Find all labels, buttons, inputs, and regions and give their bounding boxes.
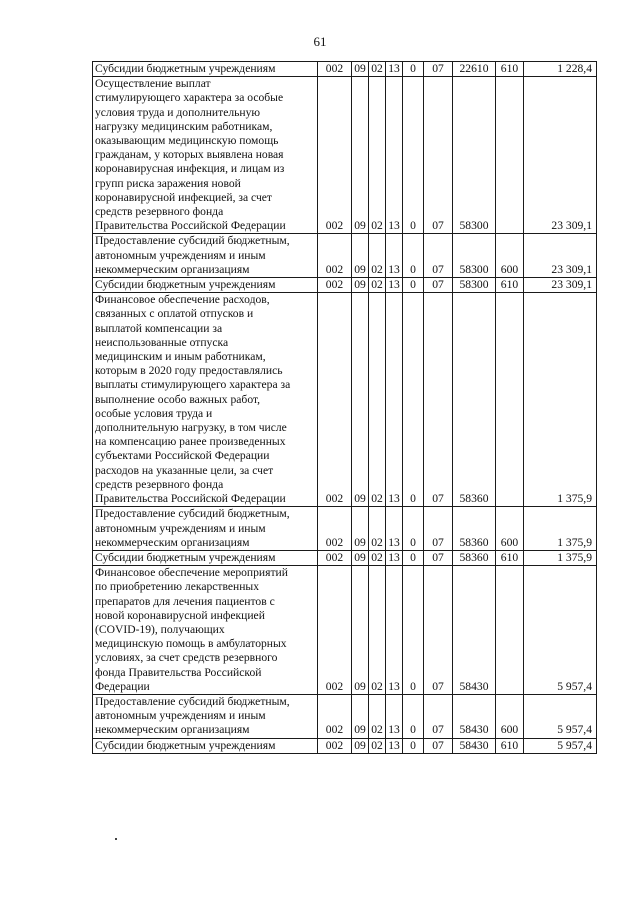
- table-row: [93, 694, 597, 738]
- row-name: Финансовое обеспечение мероприятий по приобретению лекарственных препаратов для лечения пациентов с новой коронавирусной инфекцией (COVID-19), получающих медицинскую помощь в амбулаторных условиях, за счет средств резервного фонда Правительства Российской Федерации: [93, 566, 318, 695]
- row-main-event-code: 07: [424, 293, 453, 507]
- row-section-code: 09: [352, 550, 369, 565]
- row-name: Предоставление субсидий бюджетным, автономным учреждениям и иным некоммерческим организациям: [93, 234, 318, 278]
- row-amount: 5 957,4: [524, 694, 597, 738]
- row-subsection-code: 02: [369, 77, 386, 234]
- row-main-event-code: 07: [424, 77, 453, 234]
- row-main-event-code: 07: [424, 738, 453, 753]
- row-direction-code: 58430: [453, 738, 496, 753]
- row-main-event-code: 07: [424, 566, 453, 695]
- row-program-code: 13: [386, 278, 403, 293]
- row-section-code: 09: [352, 278, 369, 293]
- row-expense-type-code: 610: [496, 550, 524, 565]
- row-main-event-code: 07: [424, 62, 453, 77]
- row-name: Предоставление субсидий бюджетным, автономным учреждениям и иным некоммерческим организациям: [93, 507, 318, 551]
- row-subsection-code: 02: [369, 278, 386, 293]
- row-subprogram-code: 0: [403, 694, 424, 738]
- row-direction-code: 58360: [453, 293, 496, 507]
- table-row: [93, 234, 597, 278]
- row-direction-code: 58300: [453, 278, 496, 293]
- row-direction-code: 58360: [453, 550, 496, 565]
- row-subprogram-code: 0: [403, 293, 424, 507]
- row-ministry-code: 002: [318, 77, 352, 234]
- row-program-code: 13: [386, 62, 403, 77]
- table-row: [93, 77, 597, 234]
- row-amount: 5 957,4: [524, 566, 597, 695]
- row-ministry-code: 002: [318, 293, 352, 507]
- row-subprogram-code: 0: [403, 234, 424, 278]
- row-subprogram-code: 0: [403, 62, 424, 77]
- row-subsection-code: 02: [369, 234, 386, 278]
- row-expense-type-code: 600: [496, 234, 524, 278]
- row-amount: 23 309,1: [524, 278, 597, 293]
- row-expense-type-code: 610: [496, 738, 524, 753]
- row-subsection-code: 02: [369, 738, 386, 753]
- page-number: 61: [313, 34, 327, 49]
- row-name: Субсидии бюджетным учреждениям: [93, 62, 318, 77]
- row-section-code: 09: [352, 507, 369, 551]
- row-program-code: 13: [386, 77, 403, 234]
- table-row: [93, 550, 597, 565]
- row-expense-type-code: 610: [496, 62, 524, 77]
- row-subsection-code: 02: [369, 566, 386, 695]
- row-direction-code: 58430: [453, 566, 496, 695]
- row-subsection-code: 02: [369, 550, 386, 565]
- row-name: Субсидии бюджетным учреждениям: [93, 738, 318, 753]
- row-expense-type-code: [496, 566, 524, 695]
- table-row: [93, 566, 597, 695]
- table-body: [93, 62, 597, 754]
- row-direction-code: 58300: [453, 77, 496, 234]
- row-expense-type-code: 600: [496, 694, 524, 738]
- row-section-code: 09: [352, 293, 369, 507]
- row-program-code: 13: [386, 293, 403, 507]
- row-amount: 23 309,1: [524, 77, 597, 234]
- row-subprogram-code: 0: [403, 566, 424, 695]
- row-subprogram-code: 0: [403, 738, 424, 753]
- row-direction-code: 22610: [453, 62, 496, 77]
- row-program-code: 13: [386, 234, 403, 278]
- row-program-code: 13: [386, 694, 403, 738]
- row-section-code: 09: [352, 77, 369, 234]
- row-subsection-code: 02: [369, 507, 386, 551]
- row-subprogram-code: 0: [403, 550, 424, 565]
- row-name: Осуществление выплат стимулирующего характера за особые условия труда и дополнительную нагрузку медицинским работникам, оказывающим медицинскую помощь гражданам, у которых выявлена новая коронавирусная инфекция, и лицам из групп риска заражения новой коронавирусной инфекцией, за счет средств резервного фонда Правительства Российской Федерации: [93, 77, 318, 234]
- row-subprogram-code: 0: [403, 77, 424, 234]
- row-amount: 1 375,9: [524, 550, 597, 565]
- row-section-code: 09: [352, 738, 369, 753]
- row-expense-type-code: [496, 77, 524, 234]
- row-expense-type-code: 600: [496, 507, 524, 551]
- row-ministry-code: 002: [318, 550, 352, 565]
- row-program-code: 13: [386, 550, 403, 565]
- table-row: [93, 738, 597, 753]
- row-ministry-code: 002: [318, 694, 352, 738]
- table-row: [93, 507, 597, 551]
- scan-artifact: [115, 838, 117, 840]
- row-direction-code: 58430: [453, 694, 496, 738]
- row-expense-type-code: [496, 293, 524, 507]
- row-subsection-code: 02: [369, 293, 386, 507]
- row-ministry-code: 002: [318, 507, 352, 551]
- row-ministry-code: 002: [318, 566, 352, 695]
- row-subsection-code: 02: [369, 694, 386, 738]
- row-amount: 1 375,9: [524, 293, 597, 507]
- row-section-code: 09: [352, 234, 369, 278]
- row-section-code: 09: [352, 62, 369, 77]
- row-expense-type-code: 610: [496, 278, 524, 293]
- row-amount: 1 375,9: [524, 507, 597, 551]
- row-main-event-code: 07: [424, 507, 453, 551]
- row-section-code: 09: [352, 566, 369, 695]
- row-main-event-code: 07: [424, 694, 453, 738]
- row-direction-code: 58300: [453, 234, 496, 278]
- row-ministry-code: 002: [318, 234, 352, 278]
- row-program-code: 13: [386, 507, 403, 551]
- row-ministry-code: 002: [318, 738, 352, 753]
- row-subprogram-code: 0: [403, 507, 424, 551]
- row-direction-code: 58360: [453, 507, 496, 551]
- row-name: Финансовое обеспечение расходов, связанных с оплатой отпусков и выплатой компенсации за неиспользованные отпуска медицинским и иным работникам, которым в 2020 году предоставлялись выплаты стимулирующего характера за выполнение особо важных работ, особые условия труда и дополнительную нагрузку, в том числе на компенсацию ранее произведенных субъектами Российской Федерации расходов на указанные цели, за счет средств резервного фонда Правительства Российской Федерации: [93, 293, 318, 507]
- table-row: [93, 62, 597, 77]
- row-name: Субсидии бюджетным учреждениям: [93, 278, 318, 293]
- row-ministry-code: 002: [318, 62, 352, 77]
- row-name: Субсидии бюджетным учреждениям: [93, 550, 318, 565]
- row-main-event-code: 07: [424, 234, 453, 278]
- table-row: [93, 278, 597, 293]
- row-amount: 23 309,1: [524, 234, 597, 278]
- row-name: Предоставление субсидий бюджетным, автономным учреждениям и иным некоммерческим организациям: [93, 694, 318, 738]
- row-program-code: 13: [386, 566, 403, 695]
- row-program-code: 13: [386, 738, 403, 753]
- row-subprogram-code: 0: [403, 278, 424, 293]
- row-main-event-code: 07: [424, 550, 453, 565]
- row-amount: 1 228,4: [524, 62, 597, 77]
- row-ministry-code: 002: [318, 278, 352, 293]
- row-main-event-code: 07: [424, 278, 453, 293]
- row-section-code: 09: [352, 694, 369, 738]
- table-row: [93, 293, 597, 507]
- row-amount: 5 957,4: [524, 738, 597, 753]
- row-subsection-code: 02: [369, 62, 386, 77]
- budget-table: [92, 61, 597, 754]
